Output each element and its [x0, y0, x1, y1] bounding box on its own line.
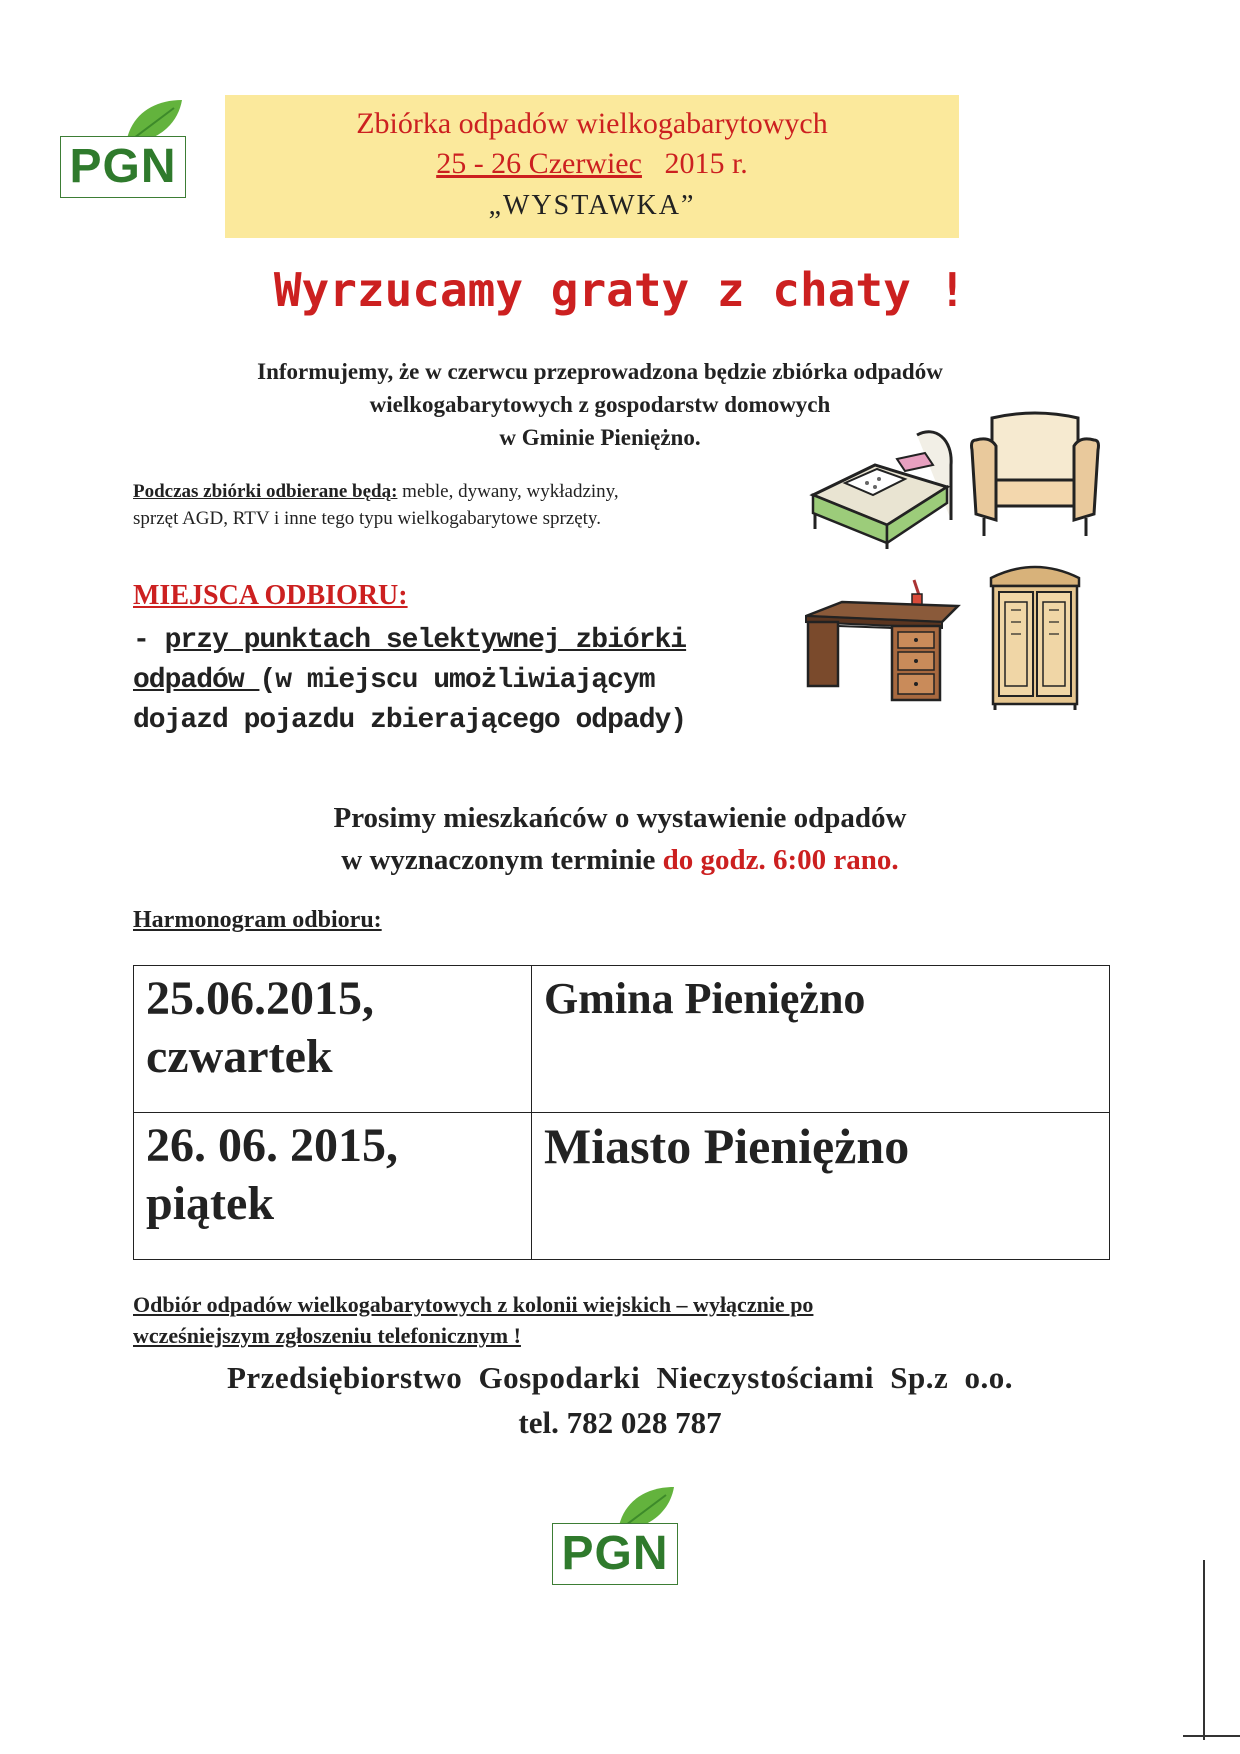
places-text [133, 621, 773, 741]
schedule-day: piątek [146, 1177, 275, 1230]
schedule-day: czwartek [146, 1030, 333, 1083]
places-line-2b: (w miejscu umożliwiającym [259, 665, 655, 696]
schedule-place: Gmina Pieniężno [532, 966, 1110, 1113]
request-line-1: Prosimy mieszkańców o wystawienie odpadów [333, 802, 907, 834]
schedule-date: 26. 06. 2015, [146, 1119, 398, 1172]
logo-text: PGN [60, 136, 186, 198]
places-line-3: dojazd pojazdu zbierającego odpady) [133, 705, 687, 736]
header-box [225, 95, 959, 238]
table-row [134, 1113, 1110, 1260]
places-line-1: przy punktach selektywnej zbiórki [164, 625, 687, 656]
request-text [0, 797, 1240, 881]
schedule-date: 25.06.2015, [146, 972, 374, 1025]
header-date-range: 25 - 26 Czerwiec [436, 147, 642, 180]
schedule-table [133, 965, 1110, 1260]
note-line-1: Odbiór odpadów wielkogabarytowych z kolonii wiejskich – wyłącznie po [133, 1292, 814, 1317]
places-line-2a: odpadów [133, 665, 260, 696]
scan-edge-line [1203, 1560, 1205, 1740]
note-text [133, 1289, 1113, 1351]
schedule-date-cell [134, 966, 532, 1113]
logo-text: PGN [552, 1523, 678, 1585]
intro-line-3: w Gminie Pieniężno. [499, 425, 701, 450]
intro-line-2: wielkogabarytowych z gospodarstw domowych [369, 392, 831, 417]
pgn-logo-bottom [552, 1485, 682, 1595]
collected-line-1: meble, dywany, wykładziny, [397, 481, 619, 502]
header-title: Zbiórka odpadów wielkogabarytowych [356, 107, 828, 140]
collected-line-2: sprzęt AGD, RTV i inne tego typu wielkogabarytowe sprzęty. [133, 508, 601, 529]
intro-line-1: Informujemy, że w czerwcu przeprowadzona będzie zbiórka odpadów [257, 359, 943, 384]
schedule-title: Harmonogram odbioru: [133, 907, 382, 933]
company-name: Przedsiębiorstwo Gospodarki Nieczystościami Sp.z o.o. [226, 1360, 1014, 1395]
header-dates [225, 147, 959, 181]
headline: Wyrzucamy graty z chaty ! [273, 263, 967, 317]
desk-icon [802, 578, 962, 703]
places-prefix: - [133, 625, 165, 656]
places-title: MIEJSCA ODBIORU: [133, 580, 408, 611]
scan-edge-line [1183, 1735, 1240, 1737]
schedule-place: Miasto Pieniężno [532, 1113, 1110, 1260]
wardrobe-icon [985, 562, 1085, 712]
schedule-date-cell [134, 1113, 532, 1260]
armchair-icon [970, 410, 1100, 540]
request-line-2: w wyznaczonym terminie [341, 844, 663, 876]
table-row [134, 966, 1110, 1113]
phone-number: tel. 782 028 787 [518, 1405, 722, 1440]
request-deadline: do godz. 6:00 rano. [662, 844, 899, 876]
pgn-logo-top [60, 98, 190, 208]
header-year: 2015 r. [664, 147, 748, 180]
note-line-2: wcześniejszym zgłoszeniu telefonicznym ! [133, 1323, 521, 1348]
bed-icon [805, 425, 955, 550]
collected-items [133, 478, 773, 532]
collected-label: Podczas zbiórki odbierane będą: [133, 481, 398, 502]
header-subtitle: „WYSTAWKA” [488, 190, 696, 221]
